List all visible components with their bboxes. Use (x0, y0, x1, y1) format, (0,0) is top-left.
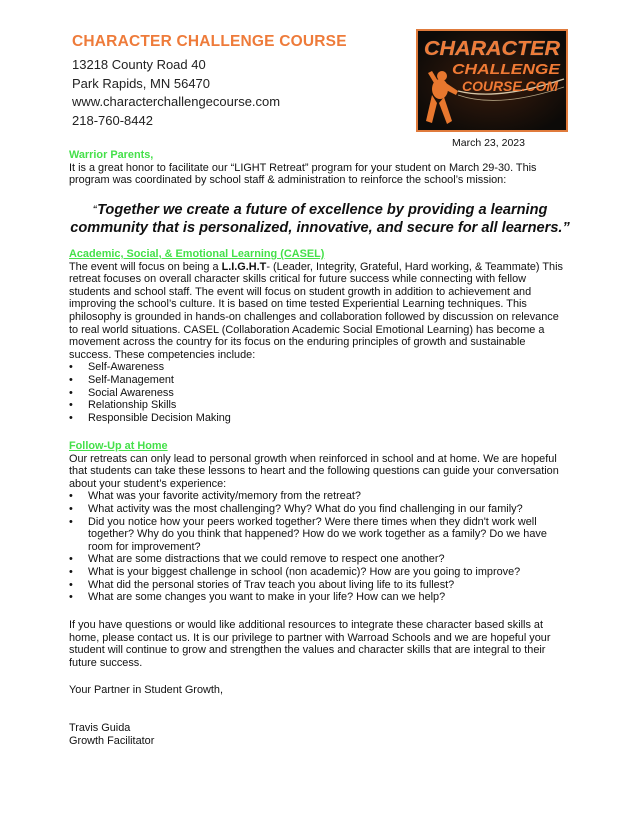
casel-heading: Academic, Social, & Emotional Learning (CASEL) (69, 248, 325, 260)
competency-list (69, 361, 569, 424)
list-item: • What are some distractions that we could remove to respect one another? (69, 553, 569, 566)
phone-number: 218-760-8442 (72, 112, 153, 128)
light-acronym: L.I.G.H.T (221, 260, 267, 273)
list-item: • What did the personal stories of Trav teach you about living life to its fullest? (69, 579, 569, 592)
address-city: Park Rapids, MN 56470 (72, 75, 211, 91)
casel-paragraph: The event will focus on being a L.I.G.H.T- (Leader, Integrity, Grateful, Hard working, & Teammate) This retreat focuses on overall character skills critical for future success while connecting with fellow students and school staff. The event will focus on student growth in addition to achievement and improving the school’s culture. It is based on time tested Experiential Learning techniques. This philosophy is grounded in hands-on challenges and collaboration followed by discussion on relevance to real world situations. CASEL (Collaboration Academic Social Emotional Learning) has become a movement across the country for its focus on the enduring principles of growth and sustainable success. These competencies include: (69, 260, 563, 361)
signoff: Your Partner in Student Growth, (69, 684, 223, 696)
intro-paragraph: It is a great honor to facilitate our “LIGHT Retreat” program for your student on March 29-30. This program was coordinated by school staff & administration to reinforce the school’s mission: (69, 161, 537, 187)
greeting: Warrior Parents, (69, 149, 154, 161)
list-item: • Did you notice how your peers worked together? Were there times when they didn't work well together? Why do you think that happened? How do we work together as a family? Do we have room for improvement? (69, 516, 569, 554)
list-item: • Self-Management (69, 374, 569, 387)
followup-section (69, 440, 569, 604)
logo-text-line1: CHARACTER (424, 38, 561, 60)
list-item: • What is your biggest challenge in school (non academic)? How are you going to improve? (69, 566, 569, 579)
logo-text-line2: CHALLENGE (452, 61, 562, 78)
followup-paragraph: Our retreats can only lead to personal growth when reinforced in school and at home. We are hopeful that students can take these lessons to heart and the following questions can guide your conversation about your student’s experience: (69, 452, 559, 490)
list-item: • What was your favorite activity/memory from the retreat? (69, 490, 569, 503)
signature-block (69, 722, 154, 747)
signature-name: Travis Guida (69, 722, 131, 734)
list-item: • Self-Awareness (69, 361, 569, 374)
logo-text-line3: COURSE.COM (462, 78, 559, 94)
address-block (72, 56, 280, 130)
signature-title: Growth Facilitator (69, 734, 155, 747)
website-link[interactable]: www.characterchallengecourse.com (72, 94, 281, 110)
address-street: 13218 County Road 40 (72, 57, 206, 72)
casel-section (69, 248, 569, 424)
list-item: • What activity was the most challenging? Why? What do you find challenging in our family? (69, 503, 569, 516)
quote-open-mark: “ (92, 204, 98, 214)
logo (416, 29, 568, 132)
question-list (69, 490, 569, 603)
list-item: • Social Awareness (69, 387, 569, 400)
closing-paragraph: If you have questions or would like additional resources to integrate these character based skills at home, please contact us. It is our privilege to partner with Warroad Schools and we are hopeful your student will continue to grow and strengthen the values and character skills that are integral to their future success. (69, 619, 551, 669)
quote-text: Together we create a future of excellence by providing a learning community that is personalized, innovative, and secure for all learners.” (70, 202, 570, 236)
list-item: • Responsible Decision Making (69, 412, 569, 425)
org-name: CHARACTER CHALLENGE COURSE (72, 33, 347, 50)
greeting-block (69, 149, 569, 187)
list-item: • What are some changes you want to make in your life? How can we help? (69, 591, 569, 604)
letter-date: March 23, 2023 (452, 137, 525, 149)
list-item: • Relationship Skills (69, 399, 569, 412)
mission-quote (60, 200, 580, 237)
followup-heading: Follow-Up at Home (69, 440, 168, 452)
